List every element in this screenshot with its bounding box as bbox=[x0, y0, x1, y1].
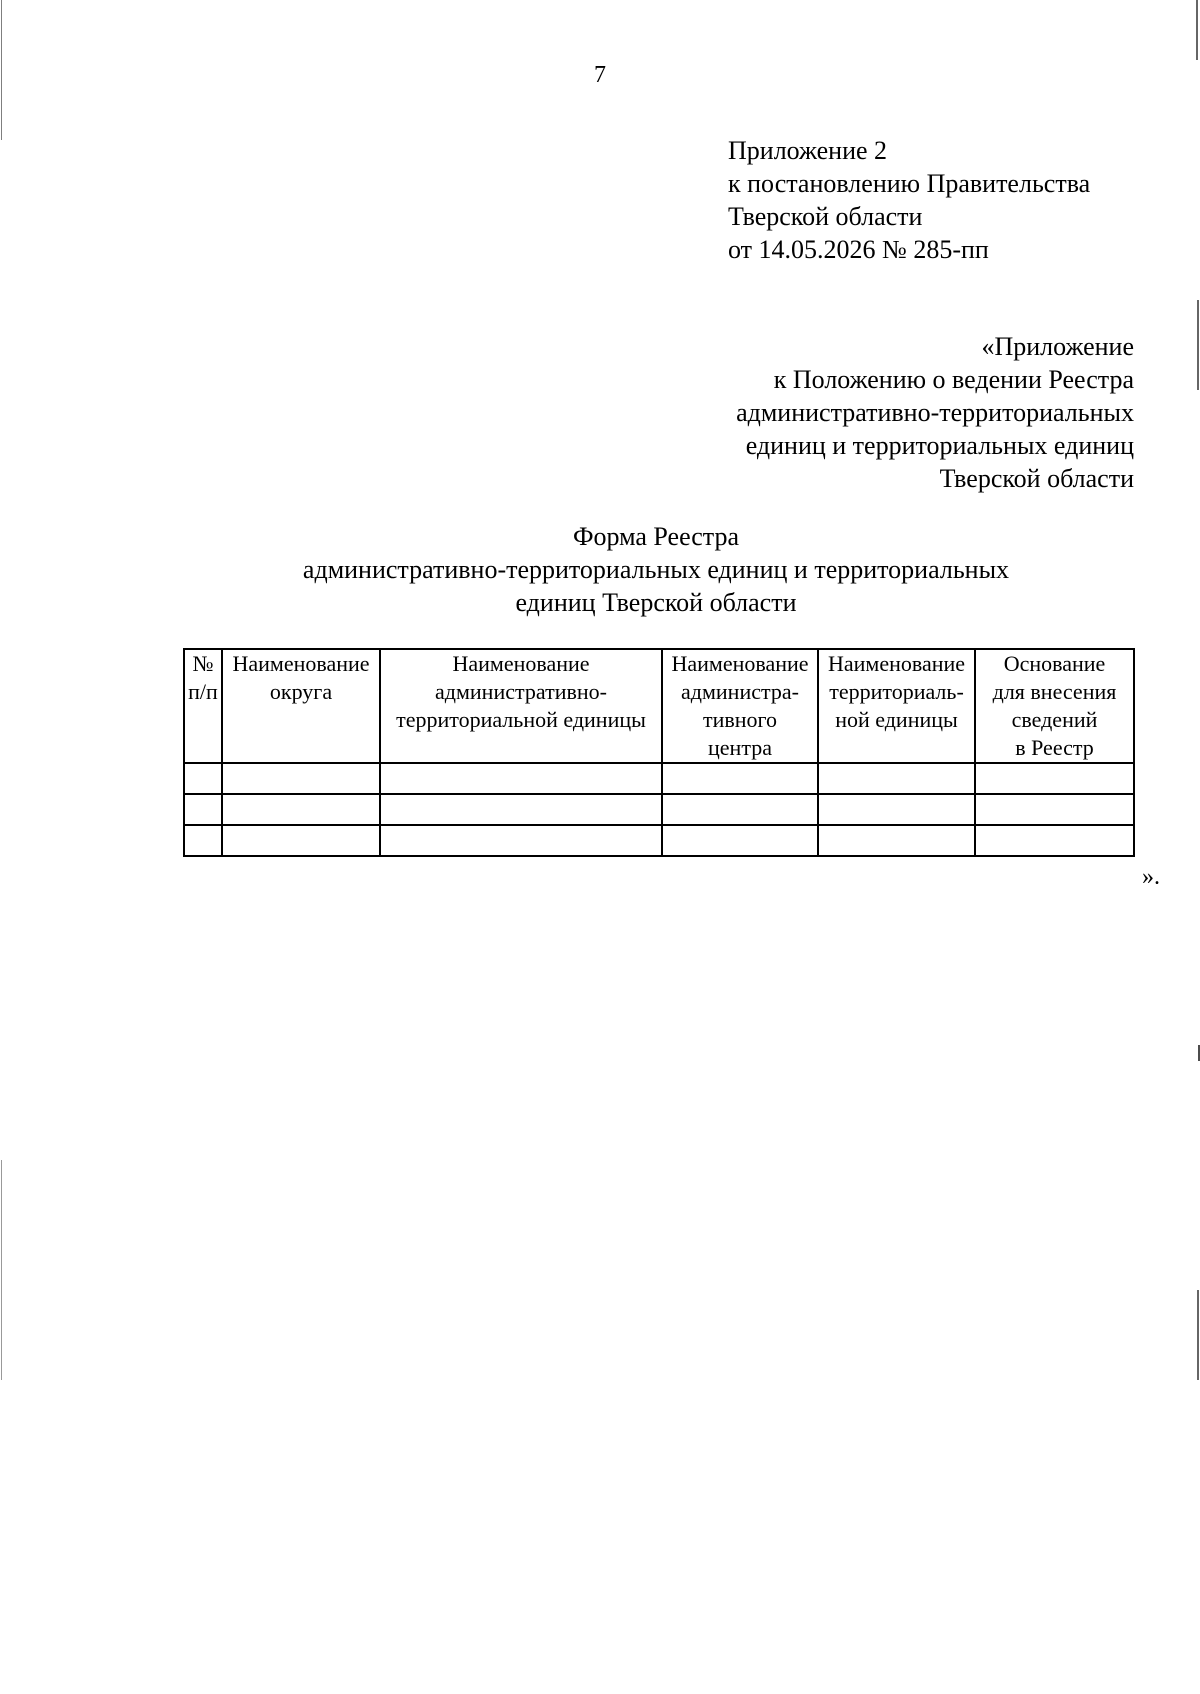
header-line: Наименование bbox=[671, 651, 809, 676]
header-line: округа bbox=[269, 679, 333, 704]
appendix-block bbox=[728, 134, 1090, 266]
table-cell bbox=[662, 825, 818, 856]
appendix-line: Тверской области bbox=[728, 202, 923, 231]
form-title-line: Форма Реестра bbox=[572, 522, 740, 551]
table-cell bbox=[184, 825, 222, 856]
table-cell bbox=[184, 763, 222, 794]
header-admin-unit-name bbox=[380, 649, 662, 763]
header-line: для внесения bbox=[992, 679, 1117, 704]
table-header-row bbox=[184, 649, 1134, 763]
header-basis bbox=[975, 649, 1134, 763]
annex-line: административно-территориальных bbox=[736, 398, 1134, 427]
scan-edge-mark bbox=[1196, 0, 1198, 60]
header-line: п/п bbox=[188, 679, 218, 704]
annex-block bbox=[736, 330, 1134, 495]
scan-edge-mark bbox=[1197, 1290, 1199, 1380]
registry-table bbox=[183, 648, 1135, 857]
header-line: Основание bbox=[1003, 651, 1106, 676]
scan-edge-mark bbox=[1, 1160, 2, 1380]
form-title-line: единиц Тверской области bbox=[515, 588, 797, 617]
header-district-name bbox=[222, 649, 380, 763]
table-cell bbox=[184, 794, 222, 825]
annex-line: Тверской области bbox=[939, 464, 1134, 493]
form-title-line: административно-территориальных единиц и территориальных bbox=[302, 555, 1010, 584]
table-row bbox=[184, 794, 1134, 825]
header-line: административно- bbox=[435, 679, 607, 704]
header-line: территориаль- bbox=[829, 679, 964, 704]
annex-line: к Положению о ведении Реестра bbox=[773, 365, 1134, 394]
appendix-line: от 14.05.2026 № 285-пп bbox=[728, 235, 989, 264]
table-cell bbox=[975, 794, 1134, 825]
table-cell bbox=[380, 825, 662, 856]
header-line: территориальной единицы bbox=[396, 707, 646, 732]
table-cell bbox=[222, 763, 380, 794]
closing-quote: ». bbox=[1142, 864, 1160, 890]
header-line: администра- bbox=[681, 679, 799, 704]
table-cell bbox=[662, 763, 818, 794]
table-cell bbox=[380, 763, 662, 794]
table-cell bbox=[818, 763, 975, 794]
table-cell bbox=[222, 825, 380, 856]
form-title bbox=[200, 520, 1112, 619]
table-cell bbox=[818, 794, 975, 825]
table-cell bbox=[662, 794, 818, 825]
page-number: 7 bbox=[594, 62, 606, 88]
header-line: Наименование bbox=[232, 651, 370, 676]
appendix-line: к постановлению Правительства bbox=[728, 169, 1091, 198]
appendix-line: Приложение 2 bbox=[728, 136, 888, 165]
table-cell bbox=[380, 794, 662, 825]
header-number bbox=[184, 649, 222, 763]
annex-line: «Приложение bbox=[981, 332, 1134, 361]
table-row bbox=[184, 825, 1134, 856]
header-line: Наименование bbox=[452, 651, 590, 676]
header-territorial-unit-name bbox=[818, 649, 975, 763]
header-admin-center-name bbox=[662, 649, 818, 763]
table-cell bbox=[818, 825, 975, 856]
table-cell bbox=[975, 825, 1134, 856]
header-line: ной единицы bbox=[835, 707, 958, 732]
header-line: сведений bbox=[1011, 707, 1098, 732]
header-line: № bbox=[192, 651, 214, 676]
annex-line: единиц и территориальных единиц bbox=[745, 431, 1134, 460]
scan-edge-mark bbox=[1197, 300, 1199, 390]
table-row bbox=[184, 763, 1134, 794]
header-line: в Реестр bbox=[1015, 735, 1094, 760]
header-line: тивного bbox=[702, 707, 778, 732]
table-cell bbox=[975, 763, 1134, 794]
scan-edge-mark bbox=[1, 0, 2, 140]
header-line: Наименование bbox=[827, 651, 966, 676]
header-line: центра bbox=[708, 735, 772, 760]
table-cell bbox=[222, 794, 380, 825]
